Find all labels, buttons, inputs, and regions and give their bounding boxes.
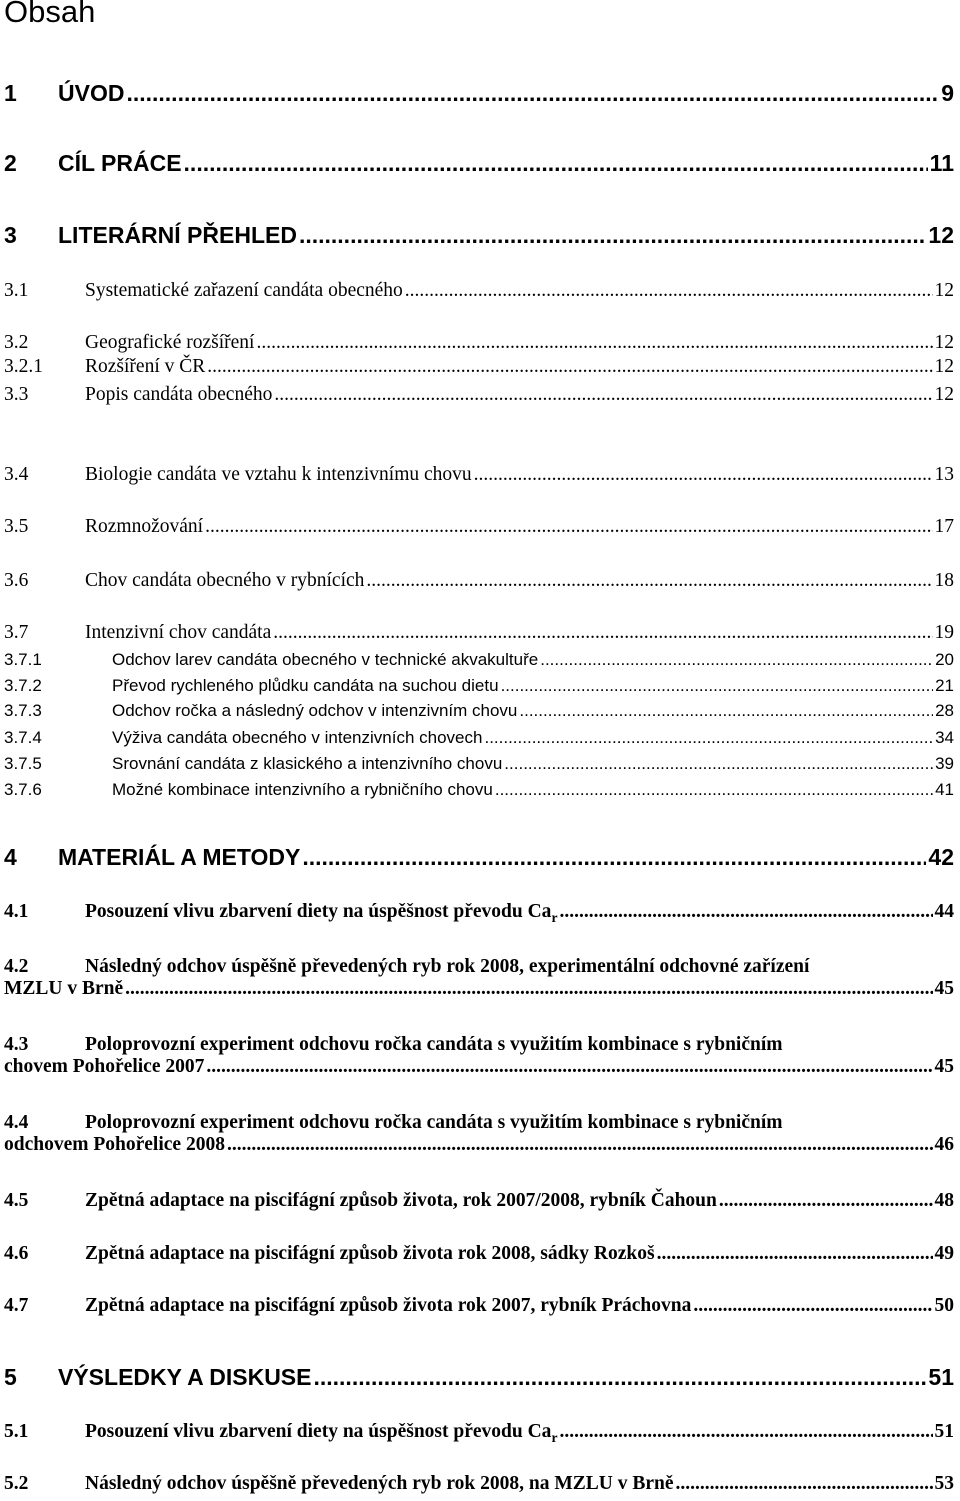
toc-leader (302, 844, 926, 871)
toc-text: VÝSLEDKY A DISKUSE (58, 1364, 312, 1390)
toc-entry-5-2[interactable] (4, 1473, 954, 1495)
toc-text: Srovnání candáta z klasického a intenzivního chovu (112, 754, 503, 773)
toc-number: 3.7 (4, 622, 29, 643)
toc-number: 4 (4, 844, 17, 870)
toc-leader (495, 780, 933, 800)
toc-leader (676, 1473, 933, 1495)
toc-text: Chov candáta obecného v rybnících (85, 570, 365, 591)
toc-number: 2 (4, 150, 17, 176)
toc-entry-3-7-4[interactable] (4, 728, 954, 748)
toc-leader (205, 516, 932, 538)
toc-text: Poloprovozní experiment odchovu ročka candáta s využitím kombinace s rybničním (85, 1112, 783, 1133)
toc-page: 39 (935, 754, 954, 773)
toc-leader (207, 356, 932, 378)
toc-entry-3-7-2[interactable] (4, 676, 954, 696)
toc-leader (227, 1134, 933, 1156)
toc-page: 12 (928, 222, 954, 248)
toc-entry-3-6[interactable] (4, 570, 954, 592)
toc-entry-3-3[interactable] (4, 384, 954, 406)
toc-number: 3 (4, 222, 17, 248)
toc-text-continued: MZLU v Brně (4, 978, 124, 999)
toc-number: 3.7.4 (4, 728, 42, 747)
toc-number: 3.4 (4, 464, 29, 485)
toc-page: 41 (935, 780, 954, 799)
toc-page: 19 (934, 622, 954, 643)
toc-number: 4.5 (4, 1190, 29, 1211)
toc-entry-3-7[interactable] (4, 622, 954, 644)
toc-entry-5[interactable] (4, 1364, 954, 1391)
toc-text: Odchov ročka a následný odchov v intenzivním chovu (112, 701, 518, 720)
toc-entry-3-5[interactable] (4, 516, 954, 538)
toc-leader (484, 728, 933, 748)
toc-entry-3-4[interactable] (4, 464, 954, 486)
toc-page: 21 (935, 676, 954, 695)
toc-entry-4[interactable] (4, 844, 954, 871)
toc-entry-3-2[interactable] (4, 332, 954, 354)
toc-number: 5 (4, 1364, 17, 1390)
toc-text: Intenzivní chov candáta (85, 622, 272, 643)
toc-text: Zpětná adaptace na piscifágní způsob života rok 2008, sádky Rozkoš (85, 1243, 655, 1264)
toc-page: 12 (934, 384, 954, 405)
toc-leader (474, 464, 933, 486)
toc-text: Odchov larev candáta obecného v technické akvakultuře (112, 650, 539, 669)
toc-entry-2[interactable] (4, 150, 954, 177)
toc-number: 4.2 (4, 956, 29, 977)
toc-page: 28 (935, 701, 954, 720)
toc-number: 1 (4, 80, 17, 106)
toc-text: Převod rychleného plůdku candáta na suchou dietu (112, 676, 499, 695)
toc-page: 46 (934, 1134, 954, 1155)
toc-leader (540, 650, 933, 670)
toc-text: Zpětná adaptace na piscifágní způsob života, rok 2007/2008, rybník Čahoun (85, 1190, 717, 1211)
toc-text: Možné kombinace intenzivního a rybničního chovu (112, 780, 493, 799)
toc-entry-3-7-3[interactable] (4, 701, 954, 721)
toc-page: 13 (934, 464, 954, 485)
toc-entry-4-2[interactable] (4, 956, 954, 1000)
toc-entry-3-1[interactable] (4, 280, 954, 302)
toc-leader (313, 1364, 926, 1391)
toc-leader (126, 80, 939, 107)
toc-text-continued: odchovem Pohořelice 2008 (4, 1134, 225, 1155)
toc-leader (256, 332, 932, 354)
toc-number: 3.3 (4, 384, 29, 405)
toc-number: 3.7.6 (4, 780, 42, 799)
toc-number: 4.4 (4, 1112, 29, 1133)
toc-text: Zpětná adaptace na piscifágní způsob života rok 2007, rybník Práchovna (85, 1295, 692, 1316)
toc-entry-1[interactable] (4, 80, 954, 107)
toc-page: 50 (934, 1295, 954, 1316)
toc-entry-3[interactable] (4, 222, 954, 249)
toc-number: 3.1 (4, 280, 29, 301)
toc-number: 4.3 (4, 1034, 29, 1055)
toc-leader (366, 570, 932, 592)
toc-leader (273, 622, 932, 644)
toc-number: 4.6 (4, 1243, 29, 1264)
toc-number: 5.1 (4, 1421, 29, 1442)
toc-leader (560, 901, 933, 923)
toc-number: 3.7.1 (4, 650, 42, 669)
toc-text: Výživa candáta obecného v intenzivních chovech (112, 728, 483, 747)
toc-entry-4-3[interactable] (4, 1034, 954, 1078)
toc-entry-3-7-6[interactable] (4, 780, 954, 800)
toc-number: 3.7.2 (4, 676, 42, 695)
toc-entry-4-6[interactable] (4, 1243, 954, 1265)
toc-page: 9 (941, 80, 954, 106)
toc-leader (274, 384, 932, 406)
toc-text: Následný odchov úspěšně převedených ryb rok 2008, experimentální odchovné zařízení (85, 956, 810, 977)
toc-page: 45 (934, 978, 954, 999)
toc-leader (405, 280, 933, 302)
toc-entry-4-1[interactable] (4, 901, 954, 926)
toc-page: 34 (935, 728, 954, 747)
toc-text-continued: chovem Pohořelice 2007 (4, 1056, 205, 1077)
toc-leader (501, 676, 934, 696)
toc-leader (299, 222, 926, 249)
toc-text: LITERÁRNÍ PŘEHLED (58, 222, 297, 248)
toc-number: 3.7.5 (4, 754, 42, 773)
toc-leader (693, 1295, 932, 1317)
toc-text: ÚVOD (58, 80, 125, 106)
toc-leader (657, 1243, 933, 1265)
toc-text: Posouzení vlivu zbarvení diety na úspěšnost převodu $Ca_r$ (85, 901, 558, 925)
toc-page: 51 (934, 1421, 954, 1442)
toc-entry-4-5[interactable] (4, 1190, 954, 1212)
toc-text: Biologie candáta ve vztahu k intenzivnímu chovu (85, 464, 472, 485)
toc-number: 3.6 (4, 570, 29, 591)
toc-number: 4.1 (4, 901, 29, 922)
toc-text: Poloprovozní experiment odchovu ročka candáta s využitím kombinace s rybničním (85, 1034, 783, 1055)
toc-text: MATERIÁL A METODY (58, 844, 301, 870)
toc-number: 3.2 (4, 332, 29, 353)
toc-page: 20 (935, 650, 954, 669)
toc-page: 48 (934, 1190, 954, 1211)
toc-text: Systematické zařazení candáta obecného (85, 280, 403, 301)
toc-text: Rozšíření v ČR (85, 356, 206, 377)
toc-text: Geografické rozšíření (85, 332, 255, 353)
toc-leader (719, 1190, 933, 1212)
toc-entry-3-7-5[interactable] (4, 754, 954, 774)
page-title: Obsah (4, 0, 96, 29)
toc-page: 12 (934, 280, 954, 301)
toc-leader (519, 701, 933, 721)
toc-text: CÍL PRÁCE (58, 150, 182, 176)
toc-entry-4-4[interactable] (4, 1112, 954, 1156)
toc-page: 51 (928, 1364, 954, 1390)
toc-leader (125, 978, 932, 1000)
toc-page: 53 (934, 1473, 954, 1494)
toc-text: Následný odchov úspěšně převedených ryb rok 2008, na MZLU v Brně (85, 1473, 674, 1494)
toc-page: 44 (934, 901, 954, 922)
toc-number: 3.2.1 (4, 356, 43, 377)
toc-text: Posouzení vlivu zbarvení diety na úspěšnost převodu $Ca_r$ (85, 1421, 558, 1445)
toc-text: Rozmnožování (85, 516, 204, 537)
toc-text: Popis candáta obecného (85, 384, 273, 405)
toc-entry-5-1[interactable] (4, 1421, 954, 1446)
toc-page: 12 (934, 332, 954, 353)
toc-page: 18 (934, 570, 954, 591)
toc-number: 4.7 (4, 1295, 29, 1316)
toc-number: 3.5 (4, 516, 29, 537)
toc-entry-3-2-1[interactable] (4, 356, 954, 378)
toc-leader (206, 1056, 932, 1078)
toc-number: 3.7.3 (4, 701, 42, 720)
toc-entry-4-7[interactable] (4, 1295, 954, 1317)
toc-leader (560, 1421, 933, 1443)
toc-page: 12 (934, 356, 954, 377)
toc-leader (504, 754, 933, 774)
toc-page: 42 (928, 844, 954, 870)
toc-page: 11 (929, 150, 954, 176)
toc-leader (184, 150, 928, 177)
toc-number: 5.2 (4, 1473, 29, 1494)
toc-page: 49 (934, 1243, 954, 1264)
toc-page: 17 (934, 516, 954, 537)
toc-entry-3-7-1[interactable] (4, 650, 954, 670)
toc-page: 45 (934, 1056, 954, 1077)
